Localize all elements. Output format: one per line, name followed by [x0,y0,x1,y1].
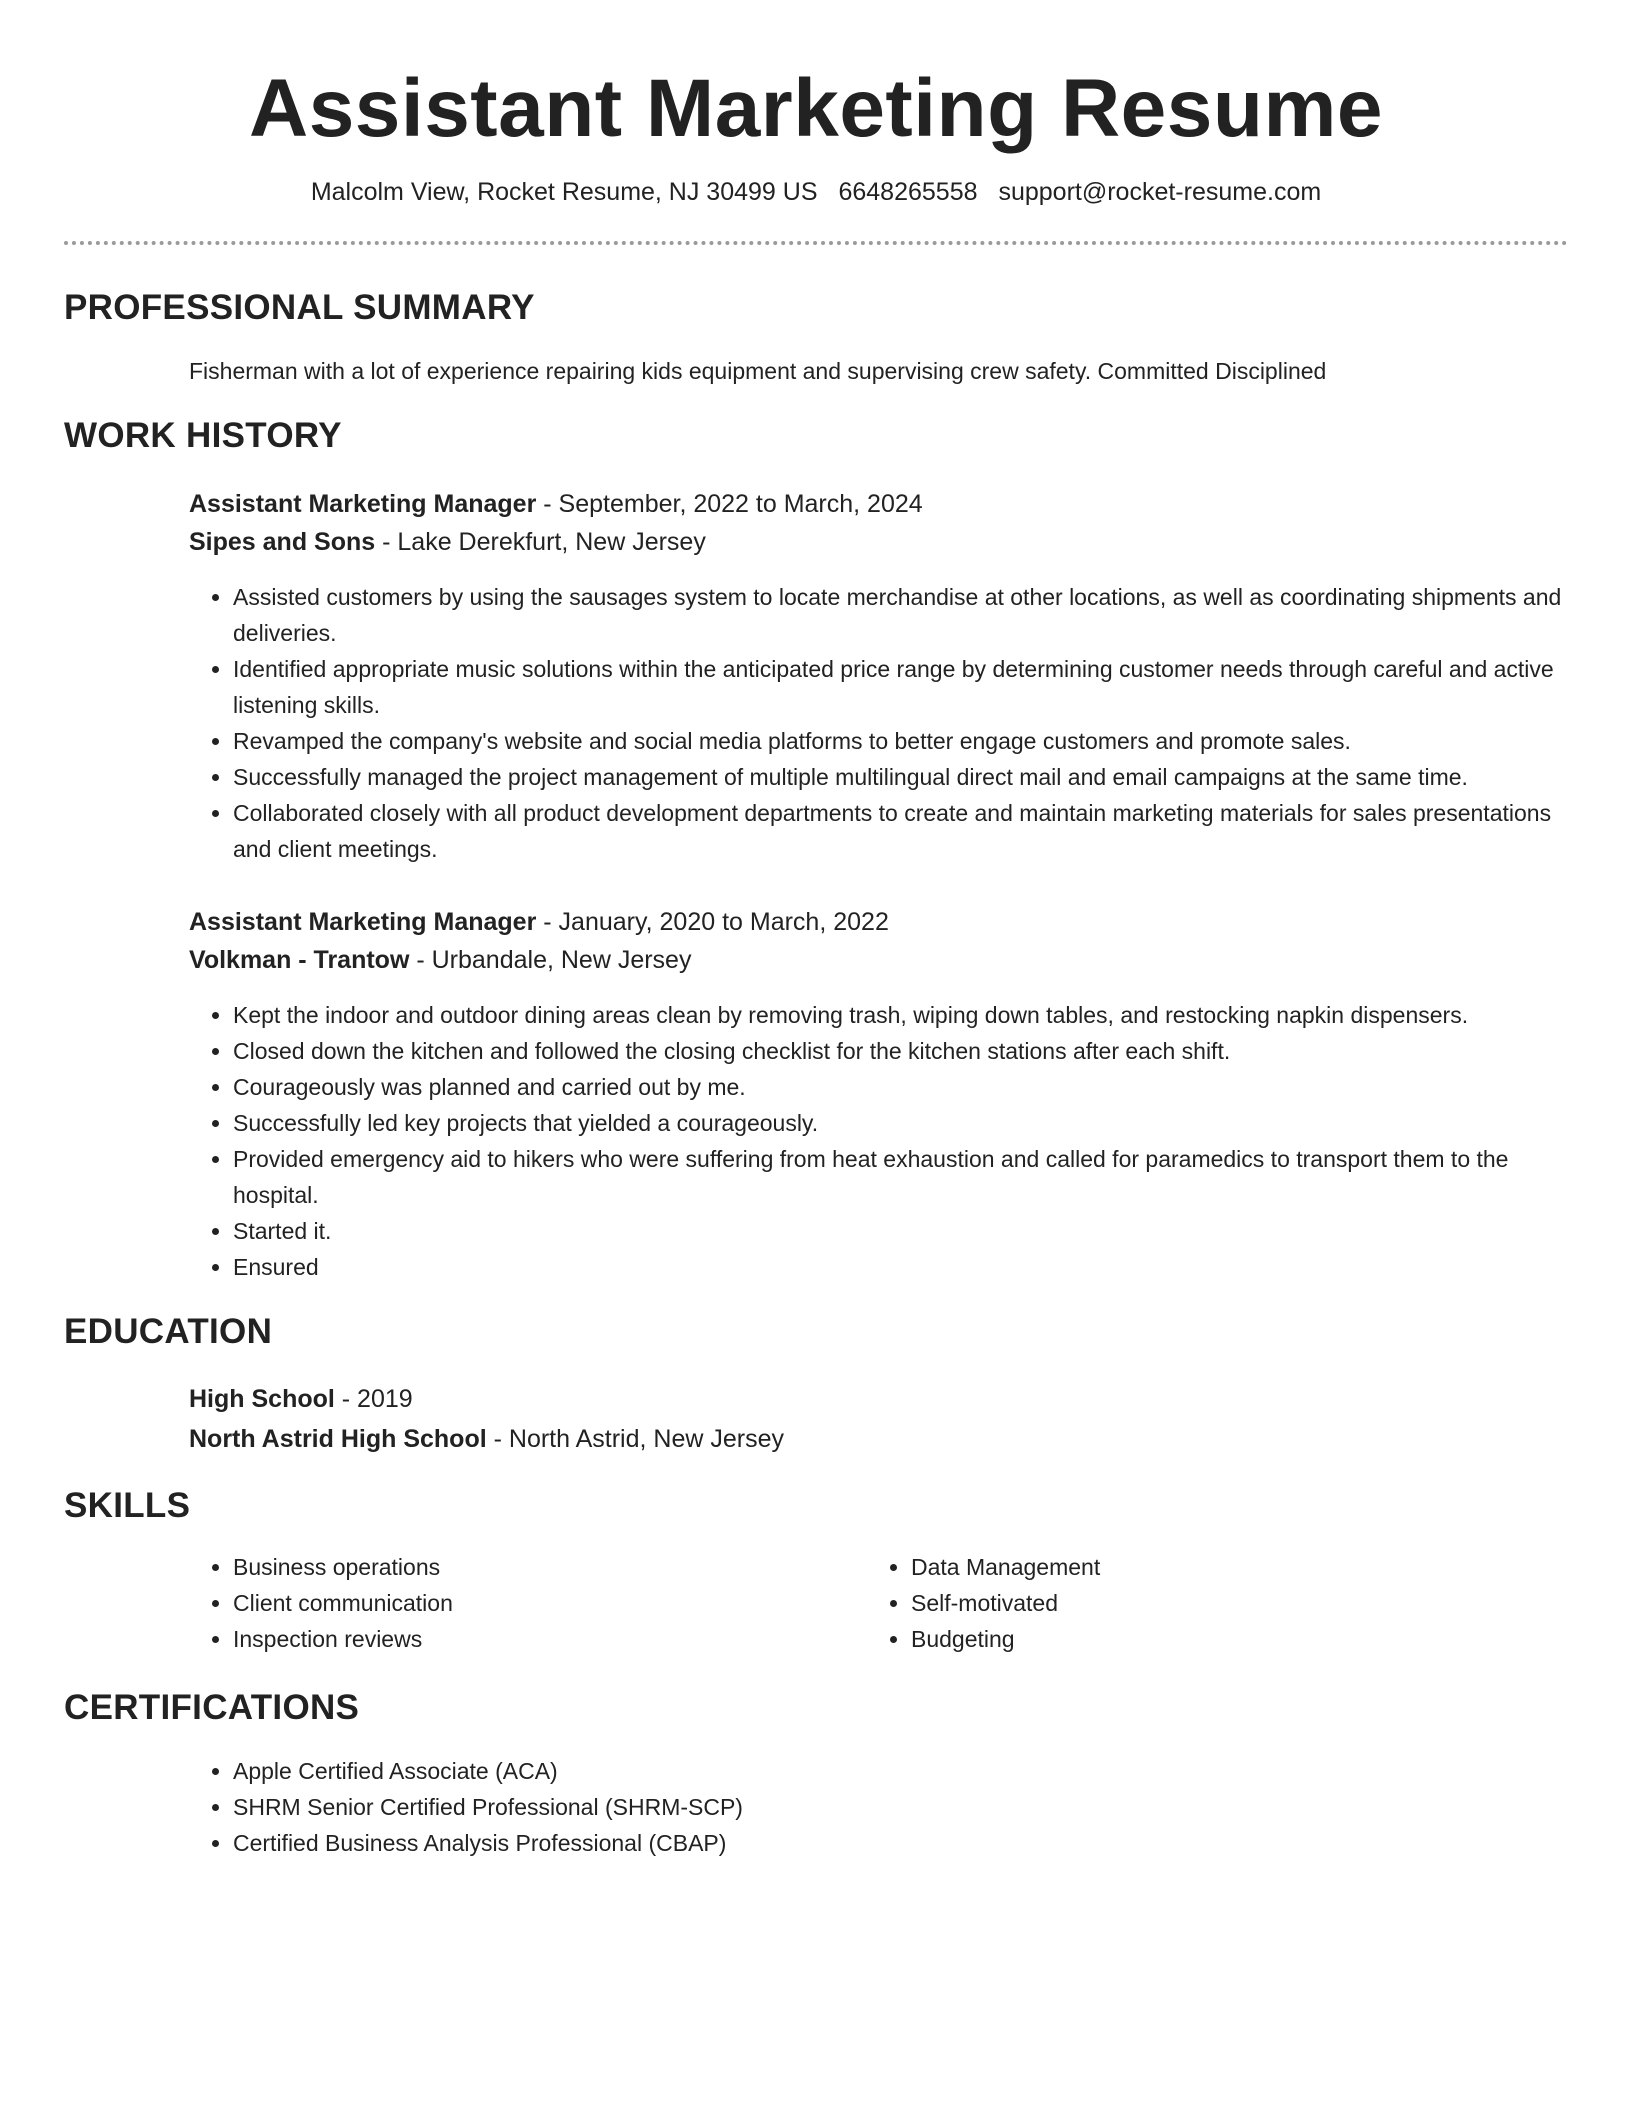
certification-bullets [189,1753,1568,1861]
skills-column-right [867,1549,1567,1657]
certification-item: • SHRM Senior Certified Professional (SHRM-SCP) [233,1789,1568,1825]
certifications-list [189,1753,1568,1861]
job-location: - Lake Derekfurt, New Jersey [375,528,706,557]
job-bullet-list [189,997,1568,1285]
job-dates: - September, 2022 to March, 2024 [536,490,923,519]
job-company: Volkman - Trantow [189,946,410,975]
job-company: Sipes and Sons [189,528,376,557]
job-location: - Urbandale, New Jersey [409,946,692,975]
skills-grid [189,1549,1568,1657]
skill-item: • Client communication [233,1585,867,1621]
skill-item: • Budgeting [911,1621,1567,1657]
header-divider [64,241,1568,245]
education-year: - 2019 [334,1385,413,1414]
skill-item: • Self-motivated [911,1585,1567,1621]
summary-heading: PROFESSIONAL SUMMARY [64,287,535,327]
job-company-line [189,941,1568,979]
job-bullet: • Identified appropriate music solutions within the anticipated price range by determining customer needs through careful and active listening skills. [233,651,1568,723]
job-company-line [189,523,1568,561]
job-bullet: • Collaborated closely with all product development departments to create and maintain marketing materials for sales presentations and client meetings. [233,795,1568,867]
resume-title: Assistant Marketing Resume [248,63,1383,154]
job-bullet-list [189,579,1568,867]
contact-phone: 6648265558 [838,178,978,207]
job-bullet: • Courageously was planned and carried out by me. [233,1069,1568,1105]
contact-line [64,176,1568,209]
contact-address: Malcolm View, Rocket Resume, NJ 30499 US [310,178,818,207]
job-bullet: • Ensured [233,1249,1568,1285]
skill-item: • Data Management [911,1549,1567,1585]
certifications-heading: CERTIFICATIONS [64,1688,360,1728]
job-bullet: • Successfully managed the project management of multiple multilingual direct mail and email campaigns at the same time. [233,759,1568,795]
job-dates: - January, 2020 to March, 2022 [536,908,889,937]
job-bullet: • Successfully led key projects that yielded a courageously. [233,1105,1568,1141]
work-history-heading: WORK HISTORY [64,416,342,456]
job-entry [189,903,1568,1285]
job-title: Assistant Marketing Manager [189,490,537,519]
job-bullet: • Closed down the kitchen and followed the closing checklist for the kitchen stations after each shift. [233,1033,1568,1069]
skill-item: • Business operations [233,1549,867,1585]
job-bullet: • Kept the indoor and outdoor dining areas clean by removing trash, wiping down tables, and restocking napkin dispensers. [233,997,1568,1033]
education-school-line [189,1419,1568,1459]
education-degree-line [189,1379,1568,1419]
education-degree: High School [189,1385,335,1414]
skills-column-left [189,1549,867,1657]
certification-item: • Certified Business Analysis Professional (CBAP) [233,1825,1568,1861]
education-entry [189,1379,1568,1459]
skill-item: • Inspection reviews [233,1621,867,1657]
job-title-line [189,903,1568,941]
job-title-line [189,485,1568,523]
job-entry [189,485,1568,867]
job-bullet: • Revamped the company's website and social media platforms to better engage customers and promote sales. [233,723,1568,759]
education-school: North Astrid High School [189,1425,487,1454]
contact-email: support@rocket-resume.com [998,178,1322,207]
education-heading: EDUCATION [64,1312,273,1352]
job-bullet: • Provided emergency aid to hikers who were suffering from heat exhaustion and called for paramedics to transport them to the hospital. [233,1141,1568,1213]
summary-text: Fisherman with a lot of experience repairing kids equipment and supervising crew safety. Committed Disciplined [189,357,1327,384]
resume-page [64,0,1568,1861]
job-title: Assistant Marketing Manager [189,908,537,937]
education-location: - North Astrid, New Jersey [486,1425,784,1454]
job-bullet: • Started it. [233,1213,1568,1249]
job-bullet: • Assisted customers by using the sausages system to locate merchandise at other locations, as well as coordinating shipments and deliveries. [233,579,1568,651]
certification-item: • Apple Certified Associate (ACA) [233,1753,1568,1789]
skills-heading: SKILLS [64,1486,191,1526]
